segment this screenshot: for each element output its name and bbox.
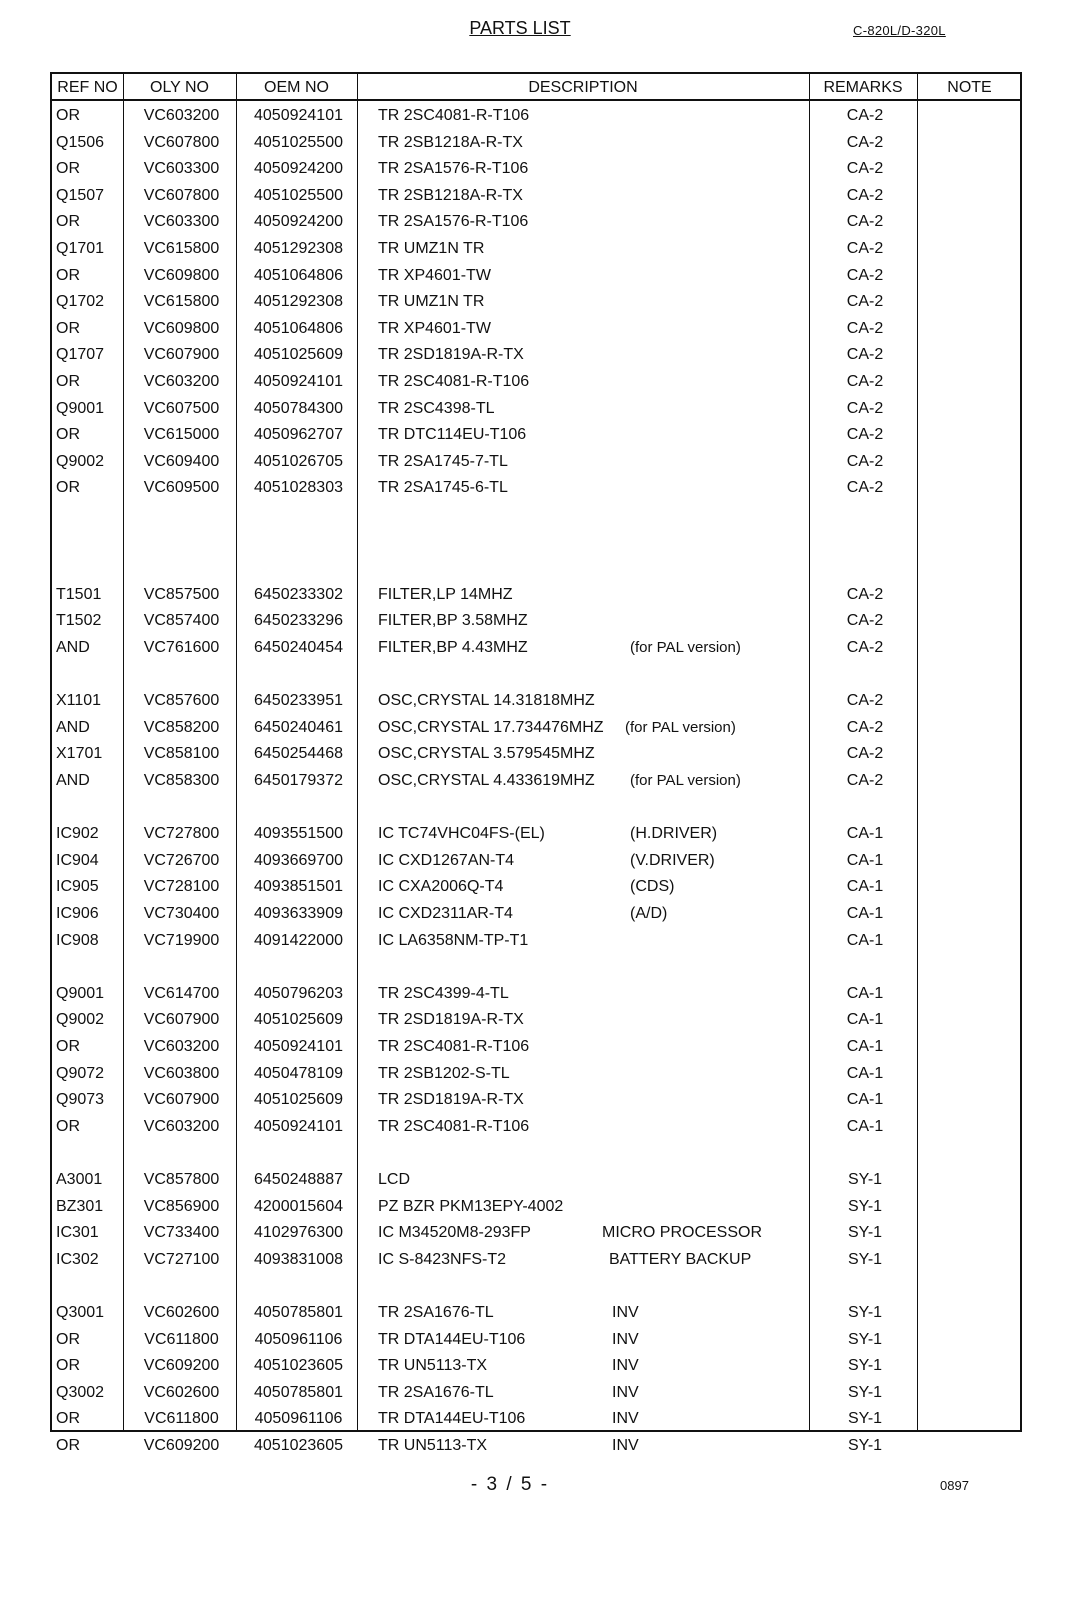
table-row [52,821,1020,848]
oly-no-cell: VC615800 [143,293,220,311]
description-cell: TR 2SD1819A-R-TX [378,346,524,364]
description-cell: TR 2SA1576-R-T106 [378,213,529,231]
ref-no-cell: OR [56,1410,80,1428]
remarks-cell: CA-1 [846,1038,884,1055]
ref-no-cell: OR [56,479,80,497]
table-row [52,1087,1020,1114]
oem-no-cell: 4050962707 [254,426,343,444]
remarks-cell: SY-1 [847,1437,883,1454]
oly-no-cell: VC603200 [143,1117,220,1135]
table-row [52,1061,1020,1088]
ref-no-cell: IC301 [56,1224,99,1242]
oem-no-cell: 4051064806 [254,266,343,284]
oem-no-cell: 4091422000 [254,931,343,949]
ref-no-cell: Q1507 [56,186,105,204]
table-row [52,396,1020,423]
description-note: INV [612,1357,639,1375]
description-cell: OSC,CRYSTAL 4.433619MHZ [378,772,595,789]
ref-no-cell: Q1701 [56,240,105,257]
ref-no-cell: AND [56,718,90,736]
description-cell: IC S-8423NFS-T2 [378,1250,507,1268]
ref-no-cell: OR [56,160,80,178]
oem-no-cell: 4051025500 [254,186,343,204]
oem-no-cell: 6450233951 [254,692,343,710]
table-row [52,130,1020,157]
description-cell: PZ BZR PKM13EPY-4002 [378,1197,564,1215]
oly-no-cell: VC603200 [143,107,220,124]
oem-no-cell: 4050478109 [254,1064,343,1082]
remarks-cell: SY-1 [847,1330,883,1348]
ref-no-cell: OR [56,1330,80,1348]
table-row [52,156,1020,183]
description-note: INV [612,1410,639,1428]
table-row [52,741,1020,768]
oly-no-cell: VC607900 [143,1011,220,1029]
oly-no-cell: VC602600 [143,1383,220,1401]
oly-no-cell: VC727800 [143,825,220,843]
description-note: BATTERY BACKUP [609,1250,752,1268]
oly-no-cell: VC858100 [143,745,220,763]
description-note: (for PAL version) [630,639,741,656]
description-cell: TR 2SC4399-4-TL [378,984,509,1002]
header-description: DESCRIPTION [528,79,638,96]
description-cell: TR 2SA1576-R-T106 [378,160,529,178]
description-note: (V.DRIVER) [630,851,715,869]
table-row [52,901,1020,928]
oly-no-cell: VC603200 [143,373,220,390]
oem-no-cell: 6450233296 [254,612,343,630]
table-row [52,449,1020,476]
remarks-cell: CA-1 [846,984,884,1002]
description-cell: TR 2SB1218A-R-TX [378,186,523,204]
table-row [52,475,1020,502]
oem-no-cell: 6450179372 [254,772,343,789]
oem-no-cell: 4051023605 [254,1357,343,1375]
ref-no-cell: IC302 [56,1250,99,1268]
oly-no-cell: VC730400 [143,905,220,922]
header-oem-no: OEM NO [264,79,329,96]
ref-no-cell: OR [56,1437,80,1454]
description-cell: TR 2SA1745-6-TL [378,479,508,497]
oem-no-cell: 4051025609 [254,1011,343,1029]
oem-no-cell: 4051023605 [254,1437,343,1454]
remarks-cell: CA-2 [846,772,884,789]
ref-no-cell: Q9072 [56,1064,105,1082]
ref-no-cell: Q9073 [56,1091,105,1109]
oem-no-cell: 4050924101 [254,107,343,124]
oly-no-cell: VC615800 [143,240,220,257]
oly-no-cell: VC607900 [143,1091,220,1109]
remarks-cell: CA-1 [846,851,884,869]
description-note: INV [612,1304,639,1321]
ref-no-cell: Q9002 [56,452,105,470]
remarks-cell: CA-2 [846,585,884,603]
table-row [52,688,1020,715]
header-oly-no: OLY NO [150,79,209,96]
remarks-cell: SY-1 [847,1250,883,1268]
remarks-cell: CA-2 [846,213,884,231]
oly-no-cell: VC607800 [143,133,220,151]
description-cell: TR 2SC4081-R-T106 [378,373,530,390]
remarks-cell: CA-2 [846,266,884,284]
oly-no-cell: VC607800 [143,186,220,204]
oem-no-cell: 4050924101 [254,1117,343,1135]
remarks-cell: CA-2 [846,718,884,736]
oem-no-cell: 4051025500 [254,133,343,151]
description-note: (A/D) [630,905,668,922]
oem-no-cell: 4093851501 [254,878,343,896]
remarks-cell: CA-2 [846,399,884,417]
table-row [52,848,1020,875]
oly-no-cell: VC858300 [143,772,220,789]
ref-no-cell: A3001 [56,1171,103,1188]
remarks-cell: CA-2 [846,160,884,178]
oly-no-cell: VC857400 [143,612,220,630]
oem-no-cell: 4093831008 [254,1250,343,1268]
remarks-cell: CA-2 [846,612,884,630]
description-cell: FILTER,BP 3.58MHZ [378,612,528,630]
description-cell: OSC,CRYSTAL 17.734476MHZ [378,718,604,736]
table-row [52,635,1020,662]
description-note: INV [612,1330,639,1348]
oem-no-cell: 4093669700 [254,851,343,869]
description-cell: FILTER,LP 14MHZ [378,585,513,603]
oly-no-cell: VC607500 [143,399,220,417]
ref-no-cell: IC904 [56,851,99,869]
header-note: NOTE [947,79,992,96]
oly-no-cell: VC614700 [143,984,220,1002]
description-cell: TR 2SA1676-TL [378,1304,494,1321]
description-note: (CDS) [630,878,675,896]
description-cell: TR XP4601-TW [378,266,491,284]
remarks-cell: CA-2 [846,452,884,470]
remarks-cell: CA-2 [846,692,884,710]
ref-no-cell: IC902 [56,825,99,843]
oem-no-cell: 4050924101 [254,373,343,390]
ref-no-cell: IC905 [56,878,99,896]
description-cell: TR 2SB1218A-R-TX [378,133,523,151]
model-number: C-820L/D-320L [853,23,946,38]
oly-no-cell: VC609800 [143,319,220,337]
remarks-cell: SY-1 [847,1197,883,1215]
table-row [52,1247,1020,1274]
ref-no-cell: OR [56,373,80,390]
table-row [52,874,1020,901]
description-cell: IC CXD2311AR-T4 [378,905,513,922]
description-cell: IC TC74VHC04FS-(EL) [378,825,545,843]
table-row [52,209,1020,236]
table-row [52,1433,1020,1460]
description-cell: OSC,CRYSTAL 14.31818MHZ [378,692,595,710]
ref-no-cell: OR [56,1357,80,1375]
table-row [52,369,1020,396]
ref-no-cell: OR [56,426,80,444]
ref-no-cell: Q3002 [56,1383,105,1401]
description-cell: TR 2SD1819A-R-TX [378,1011,524,1029]
oem-no-cell: 4051025609 [254,1091,343,1109]
description-cell: IC LA6358NM-TP-T1 [378,931,529,949]
description-cell: TR DTC114EU-T106 [378,426,527,444]
oly-no-cell: VC603800 [143,1064,220,1082]
ref-no-cell: IC908 [56,931,99,949]
remarks-cell: CA-1 [846,1091,884,1109]
oem-no-cell: 6450240461 [254,718,343,736]
description-cell: TR 2SC4081-R-T106 [378,1038,530,1055]
remarks-cell: SY-1 [847,1224,883,1242]
oem-no-cell: 4050924200 [254,160,343,178]
table-row [52,236,1020,263]
oly-no-cell: VC609400 [143,452,220,470]
remarks-cell: CA-2 [846,639,884,656]
remarks-cell: CA-2 [846,479,884,497]
ref-no-cell: T1502 [56,612,102,630]
description-cell: TR 2SC4398-TL [378,399,495,417]
table-row [52,1034,1020,1061]
description-note: (H.DRIVER) [630,825,718,843]
description-note: INV [612,1383,639,1401]
oem-no-cell: 4050924101 [254,1038,343,1055]
oem-no-cell: 4093551500 [254,825,343,843]
table-row [52,1114,1020,1141]
remarks-cell: SY-1 [847,1410,883,1428]
description-note: (for PAL version) [630,772,741,789]
ref-no-cell: Q1702 [56,293,105,311]
remarks-cell: CA-2 [846,426,884,444]
header-ref-no: REF NO [57,79,118,96]
oly-no-cell: VC603300 [143,160,220,178]
ref-no-cell: Q9001 [56,984,105,1002]
oly-no-cell: VC611800 [144,1410,219,1428]
description-cell: TR 2SB1202-S-TL [378,1064,510,1082]
description-cell: IC CXA2006Q-T4 [378,878,504,896]
oly-no-cell: VC858200 [143,718,220,736]
remarks-cell: CA-2 [846,186,884,204]
description-cell: TR UN5113-TX [378,1437,488,1454]
oem-no-cell: 4051292308 [254,293,343,311]
description-cell: TR UMZ1N TR [378,293,485,311]
parts-table [50,72,1022,1454]
ref-no-cell: T1501 [56,585,102,603]
description-cell: TR UMZ1N TR [378,240,485,257]
ref-no-cell: Q1707 [56,346,105,364]
description-note: (for PAL version) [625,718,736,736]
description-cell: TR 2SC4081-R-T106 [378,1117,530,1135]
table-row [52,1220,1020,1247]
remarks-cell: CA-1 [846,825,884,843]
remarks-cell: CA-1 [846,905,884,922]
description-note: MICRO PROCESSOR [602,1224,763,1242]
oly-no-cell: VC609500 [143,479,220,497]
oly-no-cell: VC609200 [143,1357,220,1375]
table-row [52,608,1020,635]
ref-no-cell: AND [56,639,90,656]
oem-no-cell: 4050924200 [254,213,343,231]
table-row [52,1300,1020,1327]
oem-no-cell: 4050796203 [254,984,343,1002]
oly-no-cell: VC602600 [143,1304,220,1321]
remarks-cell: CA-2 [846,319,884,337]
description-cell: IC CXD1267AN-T4 [378,851,515,869]
remarks-cell: CA-1 [846,878,884,896]
ref-no-cell: X1101 [56,692,102,710]
oem-no-cell: 6450254468 [254,745,343,763]
remarks-cell: CA-2 [846,107,884,124]
remarks-cell: CA-1 [846,1064,884,1082]
remarks-cell: CA-2 [846,293,884,311]
remarks-cell: CA-2 [846,133,884,151]
description-note: INV [612,1437,639,1454]
ref-no-cell: BZ301 [56,1197,104,1215]
table-row [52,263,1020,290]
description-cell: TR UN5113-TX [378,1357,488,1375]
table-row [52,1007,1020,1034]
ref-no-cell: OR [56,107,80,124]
oem-no-cell: 6450248887 [254,1171,343,1188]
oly-no-cell: VC728100 [143,878,220,896]
oem-no-cell: 4050785801 [254,1304,343,1321]
oly-no-cell: VC733400 [143,1224,220,1242]
oem-no-cell: 4200015604 [254,1197,343,1215]
ref-no-cell: IC906 [56,905,99,922]
table-row [52,928,1020,955]
remarks-cell: CA-1 [846,1117,884,1135]
oly-no-cell: VC726700 [143,851,220,869]
remarks-cell: SY-1 [847,1304,883,1321]
oly-no-cell: VC857500 [143,585,220,603]
oem-no-cell: 4051028303 [254,479,343,497]
remarks-cell: CA-2 [846,745,884,763]
table-row [52,316,1020,343]
table-row [52,1380,1020,1407]
description-cell: TR 2SA1745-7-TL [378,452,508,470]
ref-no-cell: Q9002 [56,1011,105,1029]
description-cell: LCD [378,1171,411,1188]
oly-no-cell: VC609800 [143,266,220,284]
oly-no-cell: VC615000 [143,426,220,444]
ref-no-cell: Q3001 [56,1304,105,1321]
remarks-cell: SY-1 [847,1383,883,1401]
oly-no-cell: VC761600 [143,639,220,656]
oly-no-cell: VC607900 [143,346,220,364]
oem-no-cell: 4051064806 [254,319,343,337]
table-row [52,422,1020,449]
document-code: 0897 [940,1478,969,1493]
header-remarks: REMARKS [823,79,903,96]
remarks-cell: SY-1 [847,1171,883,1188]
table-row [52,1406,1020,1433]
oem-no-cell: 4051292308 [254,240,343,257]
remarks-cell: CA-2 [846,346,884,364]
description-cell: TR 2SC4081-R-T106 [378,107,530,124]
remarks-cell: CA-1 [846,931,884,949]
oem-no-cell: 6450233302 [254,585,343,603]
remarks-cell: CA-2 [846,240,884,257]
table-row [52,715,1020,742]
oem-no-cell: 4050961106 [254,1410,343,1428]
oly-no-cell: VC603300 [143,213,220,231]
oly-no-cell: VC857800 [143,1171,220,1188]
oem-no-cell: 6450240454 [254,639,343,656]
oem-no-cell: 4050784300 [254,399,343,417]
oly-no-cell: VC611800 [144,1330,219,1348]
ref-no-cell: X1701 [56,745,103,763]
description-cell: TR XP4601-TW [378,319,491,337]
table-row [52,342,1020,369]
ref-no-cell: OR [56,266,80,284]
remarks-cell: SY-1 [847,1357,883,1375]
oly-no-cell: VC857600 [143,692,220,710]
description-cell: FILTER,BP 4.43MHZ [378,639,528,656]
oly-no-cell: VC609200 [143,1437,220,1454]
table-row [52,103,1020,130]
ref-no-cell: OR [56,213,80,231]
table-row [52,1353,1020,1380]
ref-no-cell: AND [56,772,90,789]
page-number: - 3 / 5 - [470,1474,550,1495]
oly-no-cell: VC727100 [143,1250,220,1268]
oly-no-cell: VC603200 [143,1038,220,1055]
remarks-cell: CA-1 [846,1011,884,1029]
ref-no-cell: OR [56,319,80,337]
ref-no-cell: Q9001 [56,399,105,417]
table-row [52,1327,1020,1354]
description-cell: TR DTA144EU-T106 [378,1330,526,1348]
oem-no-cell: 4050961106 [254,1330,343,1348]
oem-no-cell: 4102976300 [254,1224,343,1242]
table-row [52,1194,1020,1221]
description-cell: TR DTA144EU-T106 [378,1410,526,1428]
ref-no-cell: OR [56,1038,80,1055]
table-row [52,981,1020,1008]
oly-no-cell: VC719900 [143,931,220,949]
table-row [52,289,1020,316]
table-row [52,768,1020,795]
oly-no-cell: VC856900 [143,1197,220,1215]
description-cell: TR 2SA1676-TL [378,1383,494,1401]
table-row [52,183,1020,210]
table-row [52,1167,1020,1194]
remarks-cell: CA-2 [846,373,884,390]
description-cell: OSC,CRYSTAL 3.579545MHZ [378,745,595,763]
oem-no-cell: 4093633909 [254,905,343,922]
oem-no-cell: 4051026705 [254,452,343,470]
oem-no-cell: 4051025609 [254,346,343,364]
ref-no-cell: OR [56,1117,80,1135]
table-row [52,582,1020,609]
description-cell: IC M34520M8-293FP [378,1224,531,1242]
description-cell: TR 2SD1819A-R-TX [378,1091,524,1109]
page-title: PARTS LIST [469,18,571,38]
oem-no-cell: 4050785801 [254,1383,343,1401]
ref-no-cell: Q1506 [56,133,105,151]
